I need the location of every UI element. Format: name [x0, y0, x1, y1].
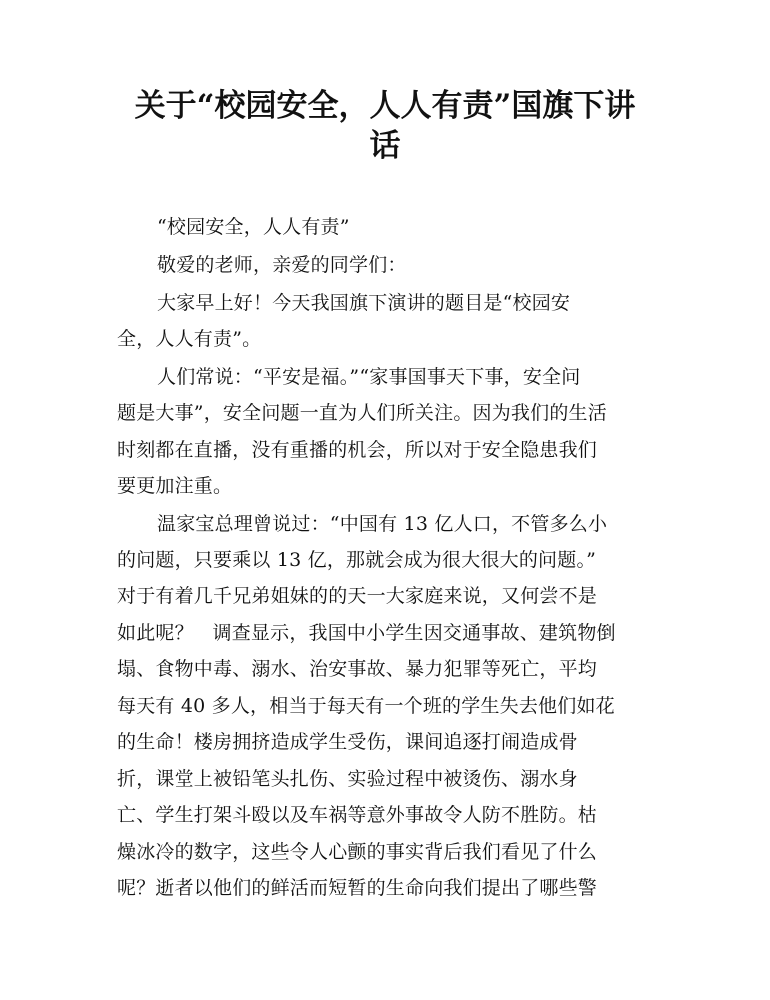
body-line: 要更加注重。 — [117, 475, 233, 497]
body-line: 时刻都在直播，没有重播的机会，所以对于安全隐患我们 — [117, 439, 598, 461]
body-line: 亡、学生打架斗殴以及车祸等意外事故令人防不胜防。枯 — [117, 804, 598, 826]
body-line: 的生命！楼房拥挤造成学生受伤，课间追逐打闹造成骨 — [117, 731, 578, 753]
body-line: 对于有着几千兄弟姐妹的的天一大家庭来说，又何尝不是 — [117, 585, 598, 607]
body-line: 温家宝总理曾说过：“中国有 13 亿人口，不管多么小 — [157, 513, 608, 535]
body-line: 敬爱的老师，亲爱的同学们： — [157, 254, 407, 276]
body-line: 呢？逝者以他们的鲜活而短暂的生命向我们提出了哪些警 — [117, 877, 598, 899]
body-line: 人们常说：“平安是福。”“家事国事天下事，安全问 — [157, 366, 581, 388]
document-title-line-2: 话 — [369, 128, 401, 164]
document-title-line-1: 关于“校园安全，人人有责”国旗下讲 — [134, 88, 636, 124]
body-line: 折，课堂上被铅笔头扎伤、实验过程中被烫伤、溺水身 — [117, 768, 578, 790]
body-line: 全，人人有责”。 — [117, 328, 262, 350]
body-line: 燥冰冷的数字，这些令人心颤的事实背后我们看见了什么 — [117, 841, 598, 863]
body-line: 塌、食物中毒、溺水、治安事故、暴力犯罪等死亡，平均 — [117, 658, 598, 680]
body-line: 每天有 40 多人，相当于每天有一个班的学生失去他们如花 — [117, 695, 615, 717]
body-line: 大家早上好！今天我国旗下演讲的题目是“校园安 — [157, 292, 571, 314]
body-line: “校园安全，人人有责” — [157, 216, 350, 238]
body-line: 如此呢？ 调查显示，我国中小学生因交通事故、建筑物倒 — [117, 622, 616, 644]
body-line: 的问题，只要乘以 13 亿，那就会成为很大很大的问题。” — [117, 549, 597, 571]
body-line: 题是大事”，安全问题一直为人们所关注。因为我们的生活 — [117, 402, 607, 424]
